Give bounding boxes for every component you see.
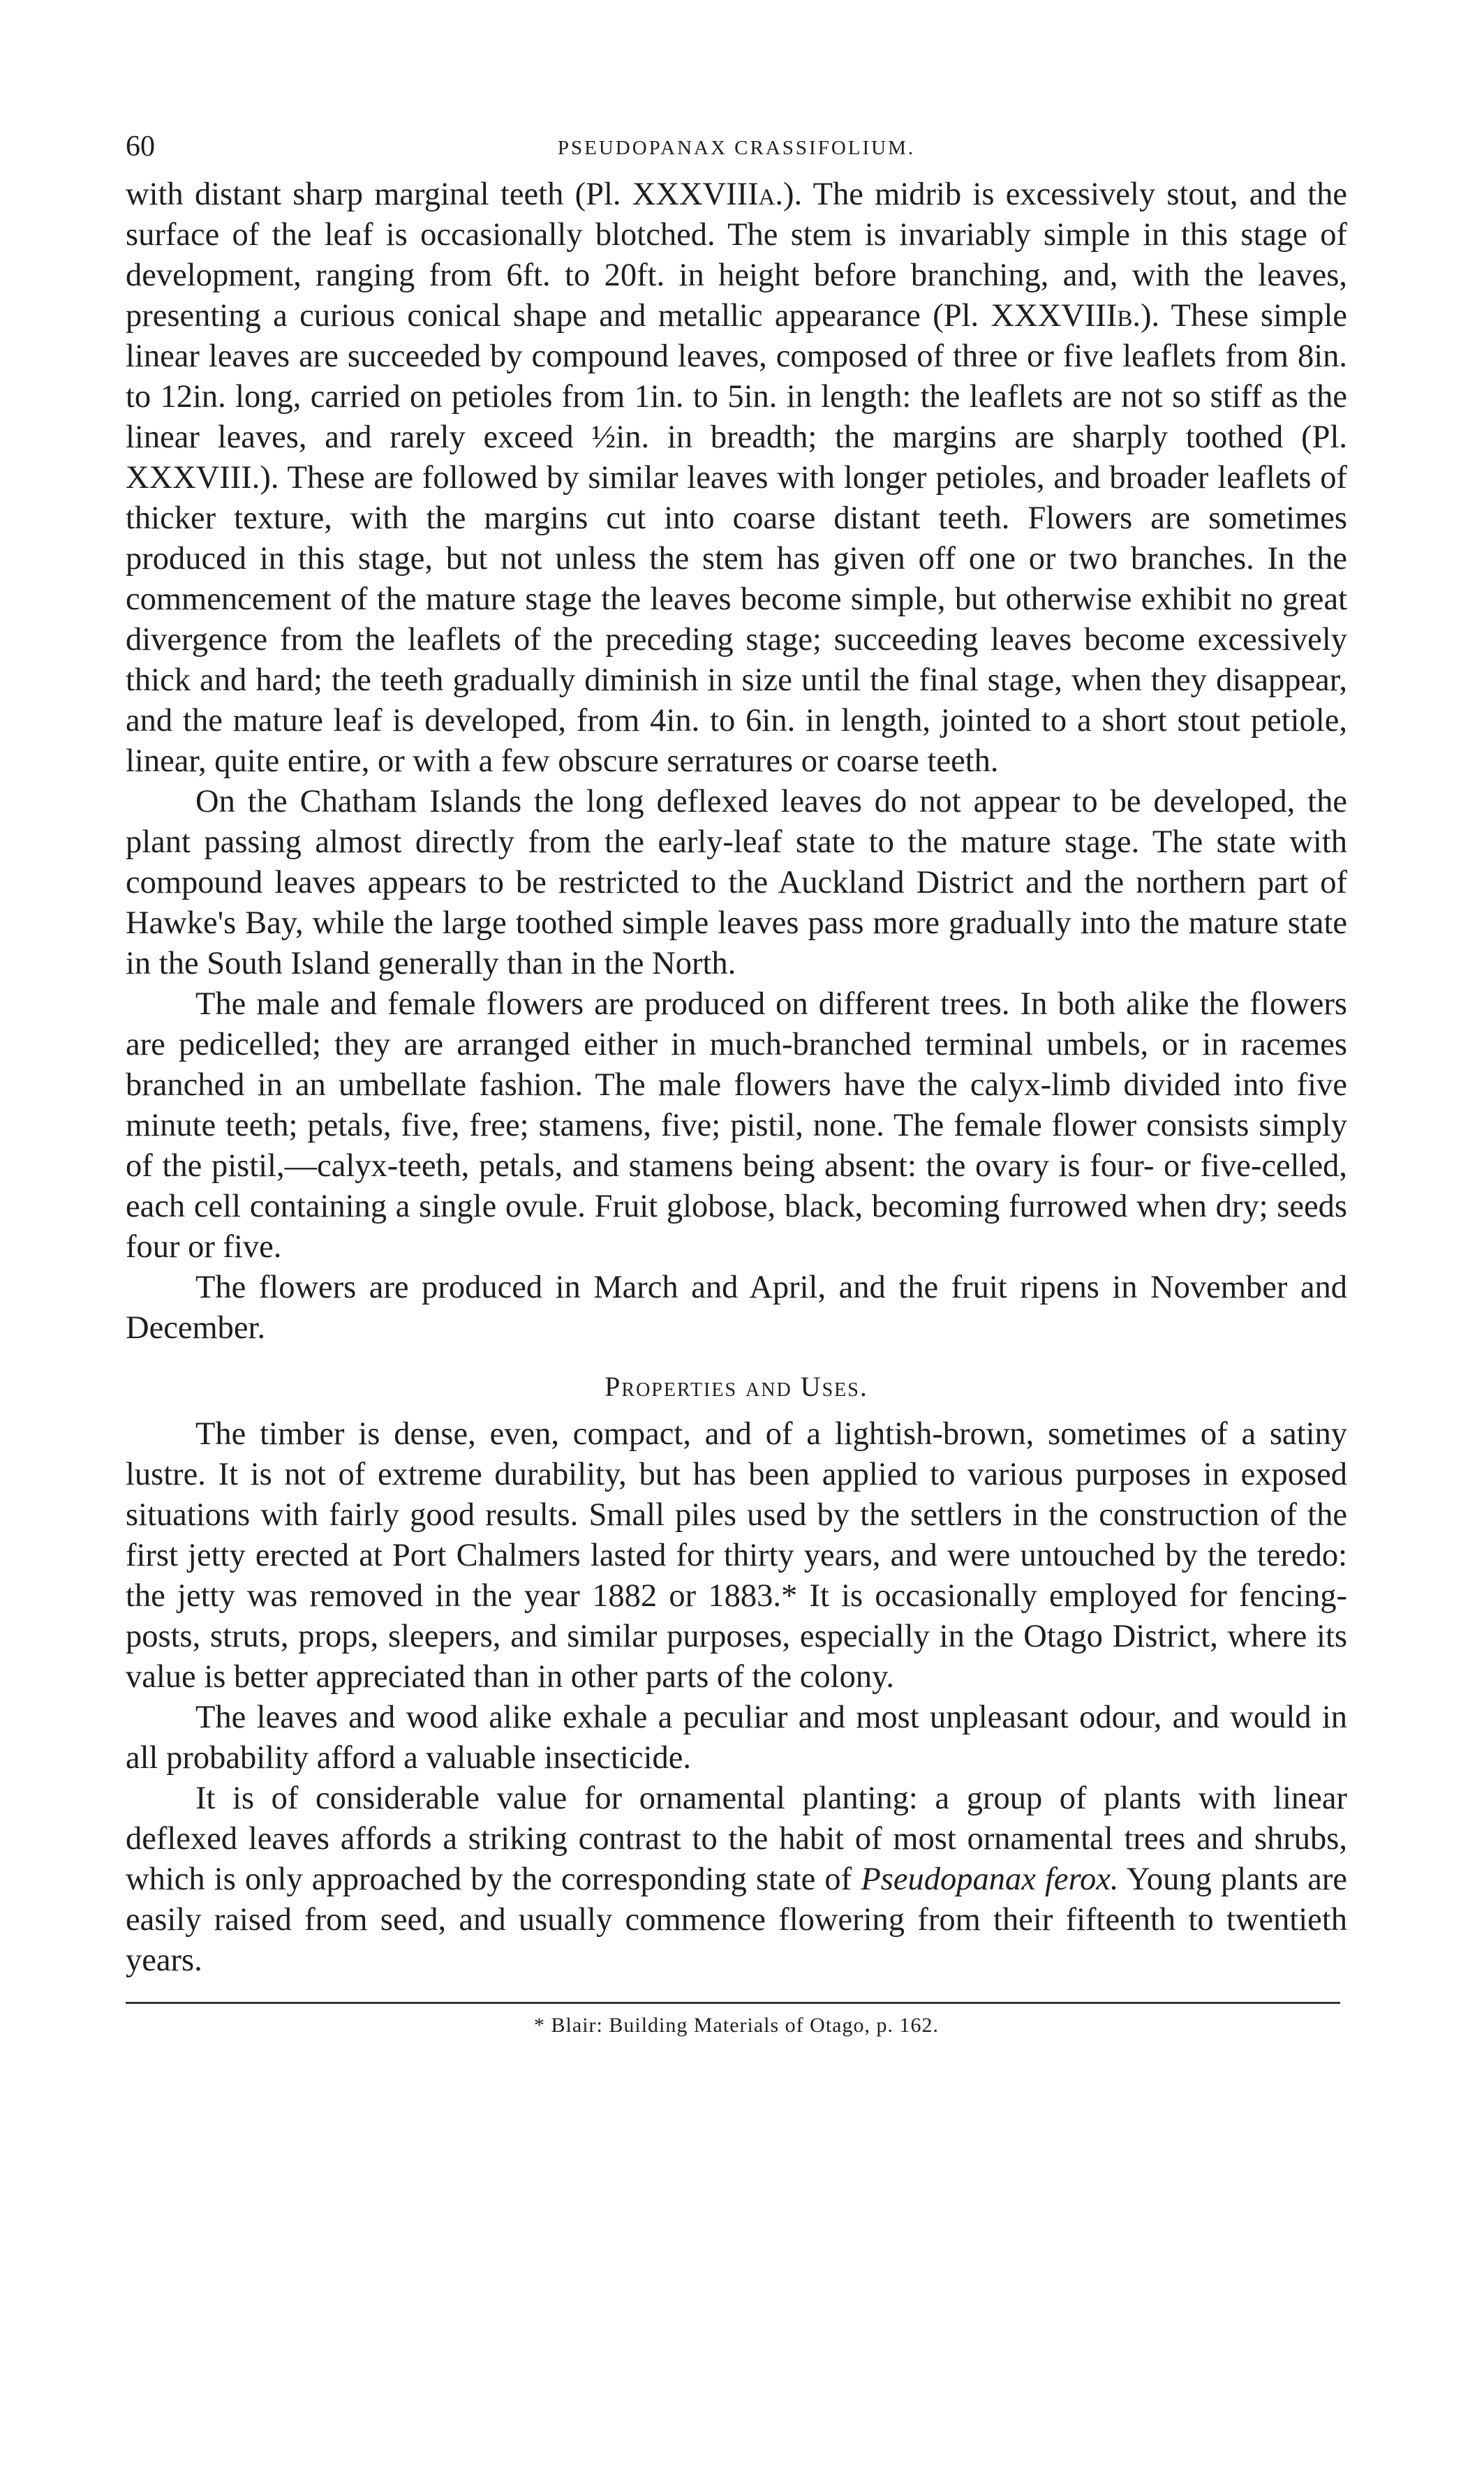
running-head [126,119,1347,174]
paragraph-text: It is of considerable value for ornamental planting: a group of plants with linear deflexed leaves affords a striking contrast to the habit of most ornamental trees and shrubs, which is only approached by the corresponding state of [126,1781,1347,1897]
paragraph-odour: The leaves and wood alike exhale a peculiar and most unpleasant odour, and would in all probability afford a valuable insecticide. [126,1700,1347,1776]
paragraph-text: .). These simple linear leaves are succeeded by compound leaves, composed of three or five leaflets from 8in. to 12in. long, carried on petioles from 1in. to 5in. in length: the leaflets are not so stiff as the linear leaves, and rarely exceed ½in. in breadth; the margins are sharply toothed (Pl. XXXVIII.). These are followed by similar leaves with longer petioles, and broader leaflets of thicker texture, with the margins cut into coarse distant teeth. Flowers are sometimes produced in this stage, but not unless the stem has given off one or two branches. In the commencement of the mature stage the leaves become simple, but otherwise exhibit no great divergence from the leaflets of the preceding stage; succeeding leaves become excessively thick and hard; the teeth gradually diminish in size until the final stage, when they disappear, and the mature leaf is developed, from 4in. to 6in. in length, jointed to a short stout petiole, linear, quite entire, or with a few obscure serratures or coarse teeth. [126,298,1347,779]
paragraph-ornamental [126,1778,1347,1981]
paragraph-chatham-islands: On the Chatham Islands the long deflexed leaves do not appear to be developed, the plant passing almost directly from the early-leaf state to the mature stage. The state with compound leaves appears to be restricted to the Auckland District and the northern part of Hawke's Bay, while the large toothed simple leaves pass more gradually into the mature state in the South Island generally than in the North. [126,784,1347,981]
book-page [126,119,1347,2037]
paragraph-timber: The timber is dense, even, compact, and of a lightish-brown, sometimes of a satiny lustre. It is not of extreme durability, but has been applied to various purposes in exposed situations with fairly good results. Small piles used by the settlers in the construction of the first jetty erected at Port Chalmers lasted for thirty years, and were untouched by the teredo: the jetty was removed in the year 1882 or 1883.* It is occasionally employed for fencing-posts, struts, props, sleepers, and similar purposes, especially in the Otago District, where its value is better appreciated than in other parts of the colony. [126,1416,1347,1695]
footnote: * Blair: Building Materials of Otago, p. 162. [534,2014,939,2037]
page-number: 60 [126,131,155,163]
plate-suffix: b [1117,298,1133,334]
section-heading: Properties and Uses. [604,1371,868,1402]
paragraph-text: with distant sharp marginal teeth (Pl. XXXVIII [126,177,759,212]
plate-suffix: a [758,177,776,212]
species-name: Pseudopanax ferox. [861,1862,1119,1897]
paragraph-text: .). The midrib is excessively stout, and the surface of the leaf is occasionally blotched. The stem is invariably simple in this stage of development, ranging from 6ft. to 20ft. in height before branching, and, with the leaves, presenting a curious conical shape and metallic appearance (Pl. XXXVIII [126,177,1347,334]
paragraph-flowering-season: The flowers are produced in March and April, and the fruit ripens in November and December. [126,1270,1347,1346]
footnote-rule [126,2002,1340,2004]
paragraph-leaf-stages [126,174,1347,782]
body-text [126,174,1347,1981]
paragraph-text: Young plants are easily raised from seed, and usually commence flowering from their fifteenth to twentieth years. [126,1862,1347,1978]
paragraph-flowers: The male and female flowers are produced on different trees. In both alike the flowers are pedicelled; they are arranged either in much-branched terminal umbels, or in racemes branched in an umbellate fashion. The male flowers have the calyx-limb divided into five minute teeth; petals, five, free; stamens, five; pistil, none. The female flower consists simply of the pistil,—calyx-teeth, petals, and stamens being absent: the ovary is four- or five-celled, each cell containing a single ovule. Fruit globose, black, becoming furrowed when dry; seeds four or five. [126,986,1347,1265]
running-title: PSEUDOPANAX CRASSIFOLIUM. [557,137,916,159]
